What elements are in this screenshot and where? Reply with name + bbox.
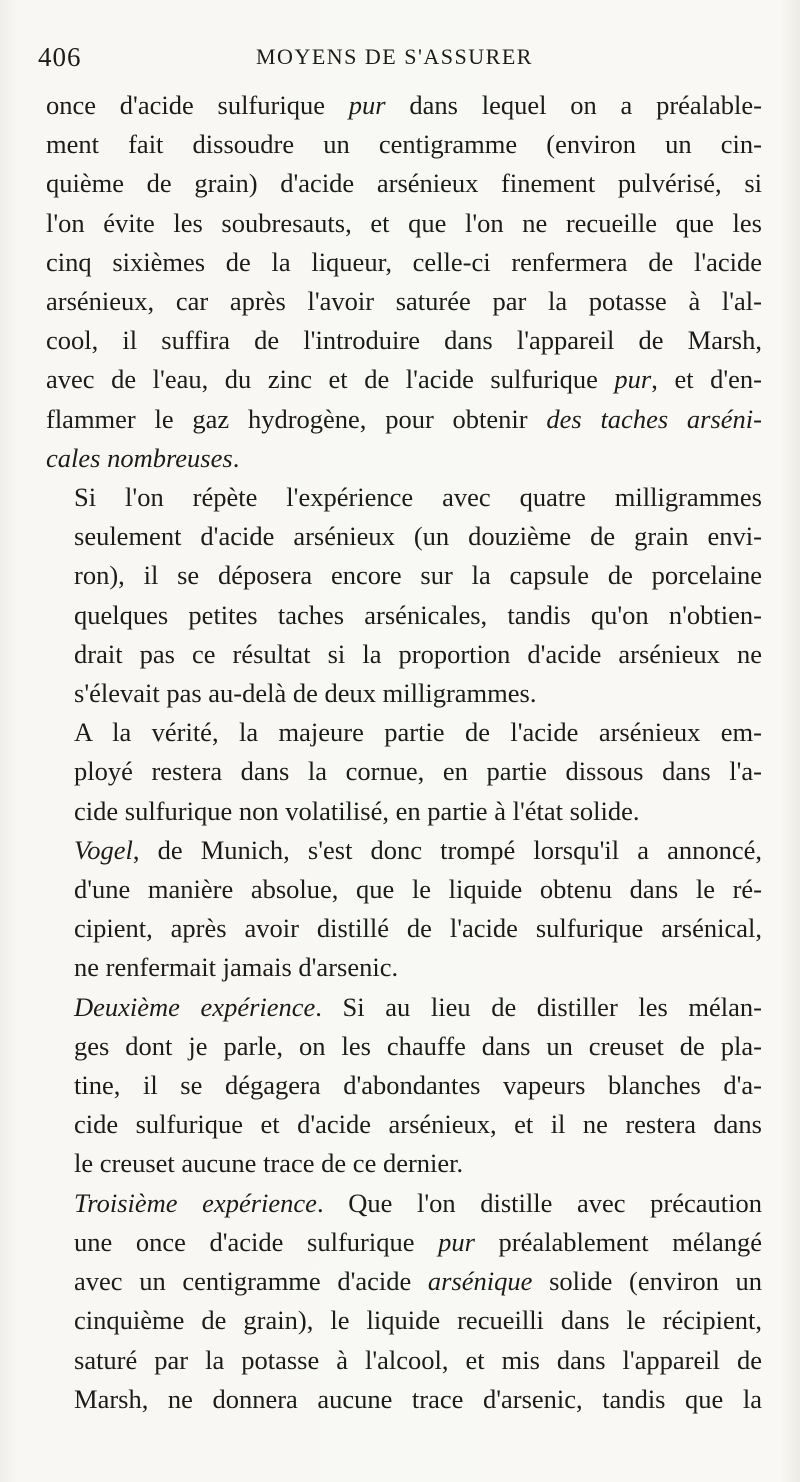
text-line: [46, 635, 762, 674]
text-line: [46, 243, 762, 282]
text-line: [46, 556, 762, 595]
text-line: [46, 360, 762, 399]
text-run: cool, il suffira de l'introduire dans l'appareil de Marsh,: [46, 325, 762, 356]
text-run: solide (environ un: [532, 1266, 762, 1297]
text-line: [46, 1144, 762, 1183]
text-run: A la vérité, la majeure partie de l'acide arsénieux em-: [74, 717, 762, 748]
text-line: [46, 831, 762, 870]
text-line: [46, 517, 762, 556]
text-run: le creuset aucune trace de ce dernier.: [74, 1148, 464, 1179]
text-line: [46, 713, 762, 752]
text-run: s'élevait pas au-delà de deux milligrammes.: [74, 678, 537, 709]
text-run: dans lequel on a préalable-: [385, 90, 762, 120]
text-line: [46, 988, 762, 1027]
text-line: [46, 948, 762, 987]
text-run: ron), il se déposera encore sur la capsule de porcelaine: [74, 560, 762, 591]
text-run: Si l'on répète l'expérience avec quatre milligrammes: [74, 482, 762, 513]
italic-run: pur: [614, 364, 652, 395]
text-line: [46, 1262, 762, 1301]
text-run: d'une manière absolue, que le liquide obtenu dans le ré-: [74, 874, 762, 905]
text-run: ne renfermait jamais d'arsenic.: [74, 952, 399, 983]
text-line: [46, 1066, 762, 1105]
text-run: cipient, après avoir distillé de l'acide sulfurique arsénical,: [74, 913, 762, 944]
page-number: 406: [38, 42, 82, 72]
text-run: , de Munich, s'est donc trompé lorsqu'il a annoncé,: [132, 834, 762, 865]
text-line: [46, 1184, 762, 1223]
text-run: drait pas ce résultat si la proportion d'acide arsénieux ne: [74, 638, 762, 669]
text-run: avec un centigramme d'acide: [74, 1266, 428, 1297]
text-run: flammer le gaz hydrogène, pour obtenir: [46, 403, 547, 434]
italic-run: des taches arséni-: [546, 403, 762, 434]
text-run: cide sulfurique non volatilisé, en partie à l'état solide.: [74, 795, 640, 826]
text-run: ployé restera dans la cornue, en partie dissous dans l'a-: [74, 756, 762, 787]
text-line: [46, 752, 762, 791]
text-run: .: [232, 442, 240, 473]
italic-run: Troisième expérience: [74, 1187, 317, 1218]
text-run: ges dont je parle, on les chauffe dans un creuset de pla-: [74, 1030, 762, 1061]
text-run: arsénieux, car après l'avoir saturée par la potasse à l'al-: [46, 286, 762, 317]
paragraph: [46, 831, 762, 988]
italic-run: Deuxième expérience: [74, 991, 316, 1022]
text-line: [46, 321, 762, 360]
running-head: MOYENS DE S'ASSURER: [256, 44, 533, 69]
text-line: [46, 909, 762, 948]
text-line: [46, 400, 762, 439]
paragraph: [46, 1184, 762, 1419]
text-run: tine, il se dégagera d'abondantes vapeurs blanches d'a-: [74, 1070, 762, 1101]
text-run: une once d'acide sulfurique: [74, 1226, 439, 1257]
text-line: [46, 792, 762, 831]
text-run: Marsh, ne donnera aucune trace d'arsenic, tandis que la: [74, 1383, 762, 1414]
text-run: , et d'en-: [651, 364, 762, 395]
text-run: quième de grain) d'acide arsénieux finement pulvérisé, si: [46, 168, 762, 199]
text-line: [46, 1380, 762, 1419]
text-run: avec de l'eau, du zinc et de l'acide sulfurique: [46, 364, 615, 395]
italic-run: pur: [438, 1226, 475, 1257]
text-line: [46, 478, 762, 517]
text-run: once d'acide sulfurique: [46, 90, 349, 120]
text-line: [46, 870, 762, 909]
text-line: [46, 164, 762, 203]
body-text: [46, 86, 762, 1419]
text-line: [46, 1105, 762, 1144]
text-line: [46, 1301, 762, 1340]
text-line: [46, 86, 762, 125]
text-line: [46, 282, 762, 321]
text-line: [46, 439, 762, 478]
text-line: [46, 1341, 762, 1380]
text-line: [46, 1223, 762, 1262]
text-run: . Que l'on distille avec précaution: [316, 1187, 762, 1218]
text-run: cinquième de grain), le liquide recueilli dans le récipient,: [74, 1305, 762, 1336]
text-line: [46, 596, 762, 635]
text-run: ment fait dissoudre un centigramme (environ un cin-: [46, 129, 762, 160]
paragraph: [46, 713, 762, 831]
italic-run: pur: [348, 90, 386, 120]
text-run: préalablement mélangé: [474, 1226, 762, 1257]
italic-run: Vogel: [74, 834, 133, 865]
italic-run: arsénique: [427, 1266, 533, 1297]
italic-run: cales nombreuses: [46, 442, 233, 473]
text-run: quelques petites taches arsénicales, tandis qu'on n'obtien-: [74, 599, 762, 630]
text-line: [46, 125, 762, 164]
text-run: saturé par la potasse à l'alcool, et mis dans l'appareil de: [74, 1344, 762, 1375]
text-run: l'on évite les soubresauts, et que l'on ne recueille que les: [46, 207, 762, 238]
text-run: . Si au lieu de distiller les mélan-: [315, 991, 762, 1022]
paragraph: [46, 988, 762, 1184]
text-line: [46, 1027, 762, 1066]
text-line: [46, 204, 762, 243]
text-line: [46, 674, 762, 713]
paragraph: [46, 86, 762, 478]
text-run: cide sulfurique et d'acide arsénieux, et il ne restera dans: [74, 1109, 762, 1140]
text-run: seulement d'acide arsénieux (un douzième de grain envi-: [74, 521, 762, 552]
page-header: [38, 42, 758, 76]
paragraph: [46, 478, 762, 713]
text-run: cinq sixièmes de la liqueur, celle-ci renfermera de l'acide: [46, 246, 762, 277]
